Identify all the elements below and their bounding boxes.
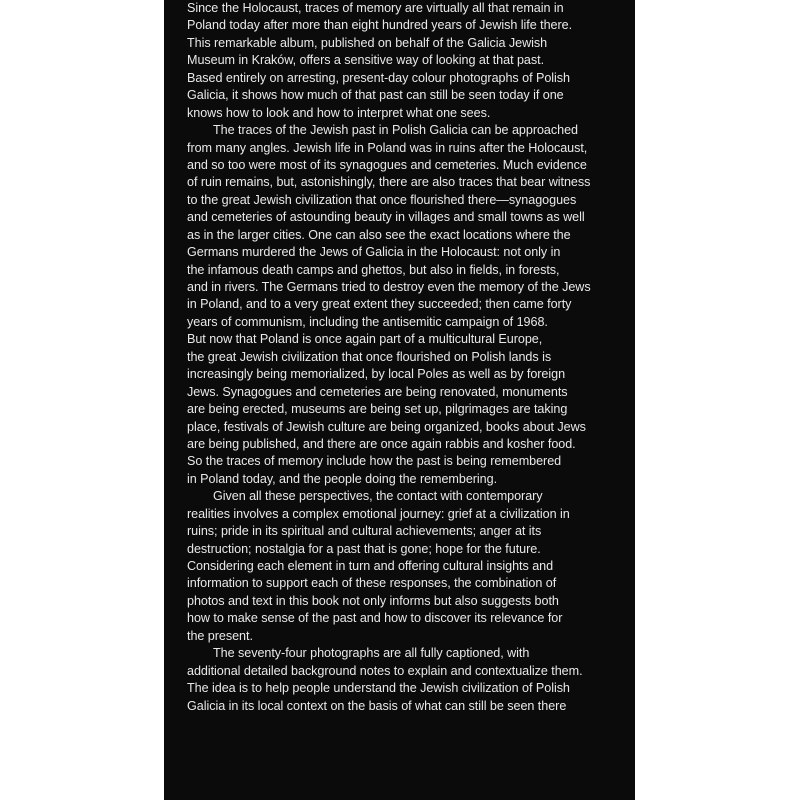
text-line: Given all these perspectives, the contact with contemporary xyxy=(213,489,543,504)
text-line: realities involves a complex emotional journey: grief at a civilization in xyxy=(187,506,570,521)
text-line: Museum in Kraków, offers a sensitive way of looking at that past. xyxy=(187,53,545,68)
paragraph xyxy=(187,122,627,488)
text-line: This remarkable album, published on behalf of the Galicia Jewish xyxy=(187,35,548,50)
text-line: Considering each element in turn and offering cultural insights and xyxy=(187,559,554,573)
text-line: to the great Jewish civilization that once flourished there—synagogues xyxy=(187,192,577,207)
text-line: ruins; pride in its spiritual and cultural achievements; anger at its xyxy=(187,524,542,539)
text-line: are being published, and there are once again rabbis and kosher food. xyxy=(187,436,576,451)
text-line: are being erected, museums are being set up, pilgrimages are taking xyxy=(187,402,568,417)
book-back-cover-panel xyxy=(164,0,635,800)
text-line: the great Jewish civilization that once flourished on Polish lands is xyxy=(187,349,552,364)
paragraph xyxy=(187,488,627,645)
text-line: in Poland today, and the people doing the remembering. xyxy=(187,471,498,486)
text-line: Since the Holocaust, traces of memory are virtually all that remain in xyxy=(187,1,564,15)
paragraph xyxy=(187,645,627,715)
text-line: increasingly being memorialized, by local Poles as well as by foreign xyxy=(187,367,566,382)
text-line: information to support each of these responses, the combination of xyxy=(187,576,557,591)
text-line: years of communism, including the antisemitic campaign of 1968. xyxy=(187,314,548,329)
text-line: photos and text in this book not only informs but also suggests both xyxy=(187,593,559,608)
text-line: Poland today after more than eight hundred years of Jewish life there. xyxy=(187,18,573,33)
text-line: how to make sense of the past and how to discover its relevance for xyxy=(187,611,563,626)
text-line: The idea is to help people understand the Jewish civilization of Polish xyxy=(187,681,570,696)
text-line: the infamous death camps and ghettos, but also in fields, in forests, xyxy=(187,262,560,277)
text-line: Based entirely on arresting, present-day colour photographs of Polish xyxy=(187,70,570,85)
text-line: knows how to look and how to interpret what one sees. xyxy=(187,105,491,120)
text-line: Jews. Synagogues and cemeteries are being renovated, monuments xyxy=(187,384,568,399)
text-line: destruction; nostalgia for a past that is gone; hope for the future. xyxy=(187,541,541,556)
text-line: So the traces of memory include how the past is being remembered xyxy=(187,454,562,469)
text-line: and in rivers. The Germans tried to destroy even the memory of the Jews xyxy=(187,280,591,294)
text-line: place, festivals of Jewish culture are being organized, books about Jews xyxy=(187,419,586,434)
text-line: in Poland, and to a very great extent they succeeded; then came forty xyxy=(187,297,572,312)
text-line: The seventy-four photographs are all fully captioned, with xyxy=(213,646,530,661)
text-line: as in the larger cities. One can also see the exact locations where the xyxy=(187,227,571,242)
text-line: and so too were most of its synagogues and cemeteries. Much evidence xyxy=(187,157,587,172)
text-line: The traces of the Jewish past in Polish Galicia can be approached xyxy=(213,123,578,138)
text-line: the present. xyxy=(187,628,253,643)
text-line: Galicia in its local context on the basis of what can still be seen there xyxy=(187,698,567,713)
blurb-text xyxy=(187,0,627,715)
paragraph xyxy=(187,0,627,122)
text-line: Germans murdered the Jews of Galicia in the Holocaust: not only in xyxy=(187,245,561,260)
text-line: But now that Poland is once again part of a multicultural Europe, xyxy=(187,332,543,347)
text-line: and cemeteries of astounding beauty in villages and small towns as well xyxy=(187,210,585,225)
text-line: Galicia, it shows how much of that past can still be seen today if one xyxy=(187,88,564,103)
text-line: additional detailed background notes to explain and contextualize them. xyxy=(187,663,583,678)
text-line: of ruin remains, but, astonishingly, there are also traces that bear witness xyxy=(187,175,591,190)
text-line: from many angles. Jewish life in Poland was in ruins after the Holocaust, xyxy=(187,140,588,155)
